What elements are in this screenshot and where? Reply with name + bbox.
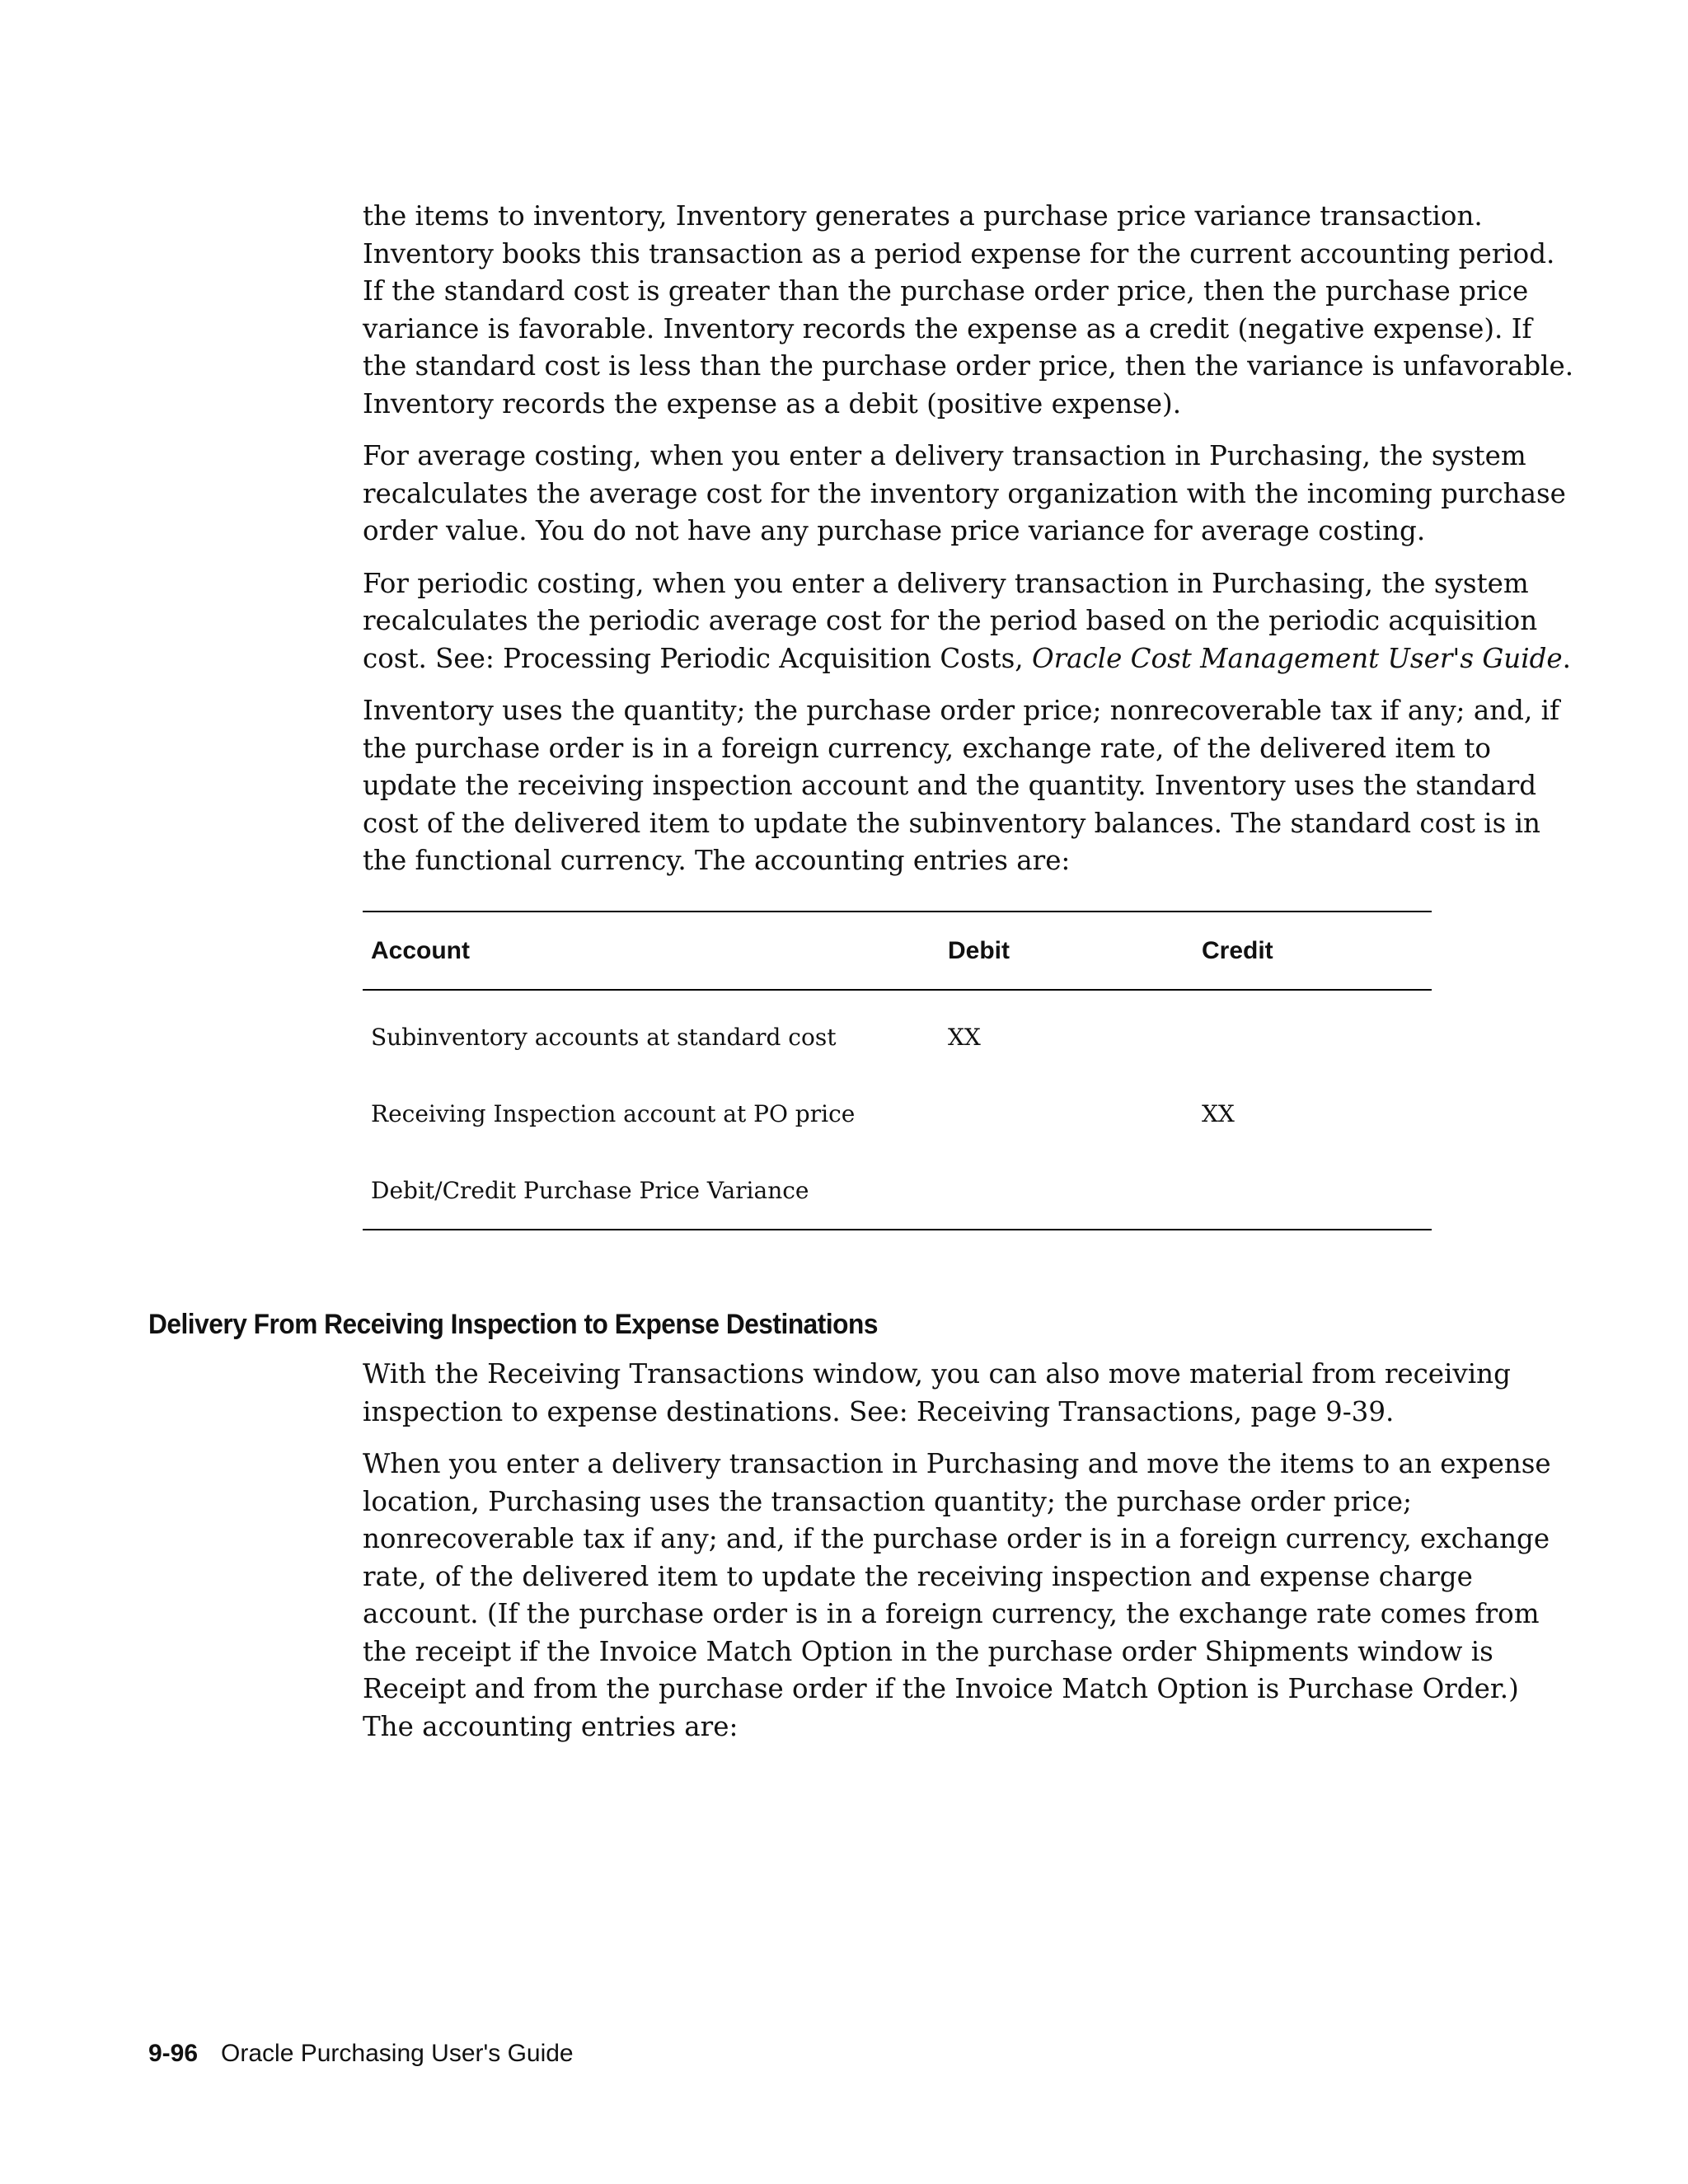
table-row [363,990,1432,1076]
cost-management-guide-title: Oracle Cost Management User's Guide [1031,642,1563,674]
paragraph-receiving-transactions: With the Receiving Transactions window, you can also move material from receiving inspection to expense destinations. See: Receiving Transactions, page 9-39. [363,1358,1511,1427]
cell-account: Receiving Inspection account at PO price [371,1100,856,1127]
cell-credit [1193,990,1432,1076]
paragraph-average-costing: For average costing, when you enter a delivery transaction in Purchasing, the system recalculates the average cost for the inventory organization with the incoming purchase order value. You do not have any purchase price variance for average costing. [363,440,1566,546]
accounting-entries-table [363,911,1432,1230]
table-row [363,1076,1432,1152]
periodic-costing-reference: cost. See: Processing Periodic Acquisition Costs, Oracle Cost Management User's Guide. [363,642,1571,674]
cell-debit: XX [948,1024,981,1051]
book-title: Oracle Purchasing User's Guide [221,2040,574,2067]
body-text-top [363,198,1574,880]
table-row [363,1152,1432,1230]
cell-account: Subinventory accounts at standard cost [371,1024,837,1051]
table-header-row [363,912,1432,990]
page-number: 9-96 [148,2040,199,2067]
section-heading: Delivery From Receiving Inspection to Expense Destinations [148,1309,878,1340]
header-debit: Debit [940,912,1193,990]
body-text-bottom [363,1356,1551,1746]
cell-account: Debit/Credit Purchase Price Variance [363,1152,940,1230]
paragraph-inventory-uses: Inventory uses the quantity; the purchase order price; nonrecoverable tax if any; and, if the purchase order is in a foreign currency, exchange rate, of the delivered item to update the receiving inspection account and the quantity. Inventory uses the standard cost of the delivered item to update the subinventory balances. The standard cost is in the functional currency. The accounting entries are: [363,695,1560,876]
paragraph-ppv: the items to inventory, Inventory generates a purchase price variance transaction. Inventory books this transaction as a period expense for the current accounting period. If the standard cost is greater than the purchase order price, then the purchase price variance is favorable. Inventory records the expense as a credit (negative expense). If the standard cost is less than the purchase order price, then the variance is unfavorable. Inventory records the expense as a debit (positive expense). [363,200,1574,419]
header-account: Account [363,912,940,990]
paragraph-expense-delivery: When you enter a delivery transaction in Purchasing and move the items to an expense location, Purchasing uses the transaction quantity; the purchase order price; nonrecoverable tax if any; and, if the purchase order is in a foreign currency, exchange rate, of the delivered item to update the receiving inspection and expense charge account. (If the purchase order is in a foreign currency, the exchange rate comes from the receipt if the Invoice Match Option in the purchase order Shipments window is Receipt and from the purchase order if the Invoice Match Option is Purchase Order.) The accounting entries are: [363,1448,1551,1742]
page-footer [148,2040,574,2068]
cell-debit [940,1152,1193,1230]
header-credit: Credit [1193,912,1432,990]
paragraph-periodic-costing: For periodic costing, when you enter a delivery transaction in Purchasing, the system recalculates the periodic average cost for the period based on the periodic acquisition cost. See: Processing Periodic Acquisition Costs, Oracle Cost Management User's Guide. [363,565,1434,678]
cell-debit [940,1076,1193,1152]
cell-credit [1193,1152,1432,1230]
cell-credit: XX [1202,1100,1235,1127]
